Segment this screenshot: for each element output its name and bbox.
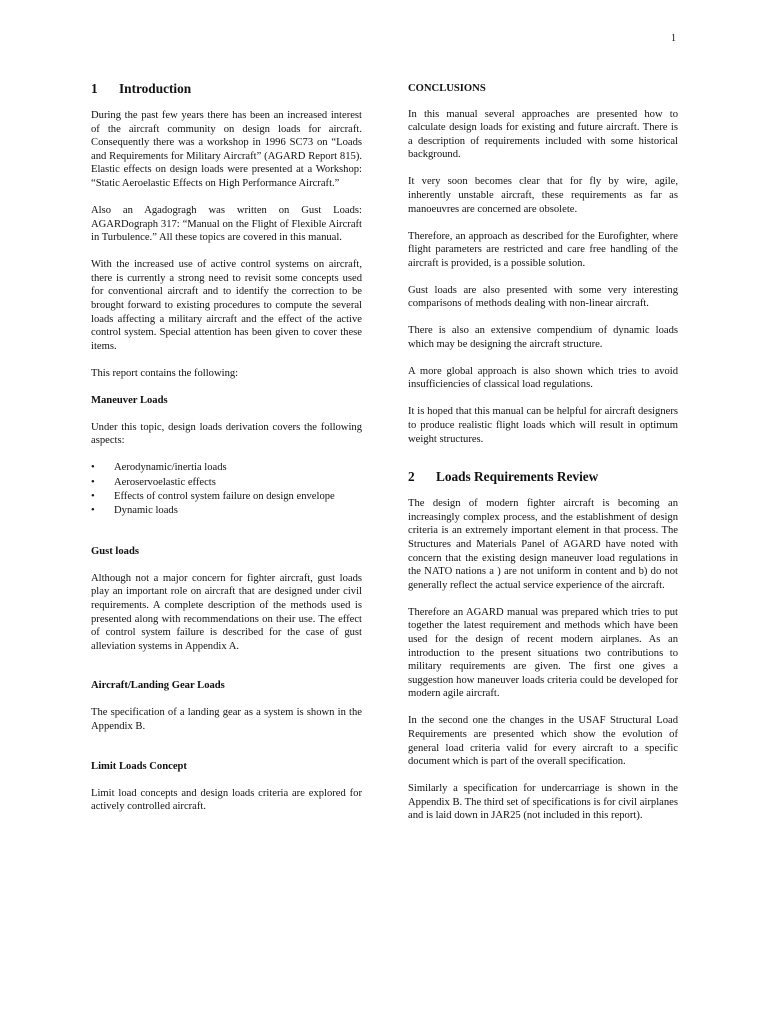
conclusions-paragraph-4: Gust loads are also presented with some very interesting comparisons of methods dealing with non-linear aircraft. [408,284,678,310]
list-item [91,490,362,504]
bullet-icon: • [91,476,95,488]
section-1-heading [91,80,362,97]
gust-loads-heading: Gust loads [91,545,139,557]
gust-loads-paragraph: Although not a major concern for fighter aircraft, gust loads play an important role on aircraft that are designed under civil requirements. A complete description of the methods used is presented along with recommendations on their use. The effect of control system failure is described for the case of gust alleviation systems in Appendix A. [91,572,362,652]
list-item-text: Dynamic loads [114,505,178,517]
bullet-icon: • [91,491,95,503]
section-1-title: Introduction [119,81,192,96]
landing-gear-loads-paragraph: The specification of a landing gear as a system is shown in the Appendix B. [91,707,362,732]
left-column [91,80,362,827]
section-2-paragraph-1: The design of modern fighter aircraft is becoming an increasingly complex process, and the establishment of design criteria is an extremely important element in that process. The Structures and Materials Panel of AGARD have noted with concern that the existing design maneuver load regulations in the NATO nations a ) are not uniform in content and b) do not generally reflect the actual service experience of the aircraft. [408,498,678,591]
maneuver-loads-intro: Under this topic, design loads derivation covers the following aspects: [91,421,362,447]
section-1-number: 1 [91,81,98,96]
intro-paragraph-2: Also an Agadogragh was written on Gust Loads: AGARDograph 317: “Manual on the Flight of Flexible Aircraft in Turbulence.” All these topics are covered in this manual. [91,204,362,244]
intro-paragraph-1: During the past few years there has been an increased interest of the aircraft community on design loads for aircraft. Consequently there was a workshop in 1996 SC73 on “Loads and Requirements for Military Aircraft” (AGARD Report 815). Elastic effects on design loads were presented at a Workshop: “Static Aeroelastic Effects on High Performance Aircraft.” [91,110,362,189]
intro-paragraph-3: With the increased use of active control systems on aircraft, there is currently a strong need to revisit some concepts used for conventional aircraft and to identify the correction to be brought forward to existing procedures to compute the several loads affecting a military aircraft and the effect of the active control system. Special attention has been given to cover these items. [91,259,362,352]
intro-paragraph-4: This report contains the following: [91,367,239,379]
section-2-heading [408,468,678,485]
list-item [91,504,362,518]
conclusions-paragraph-5: There is also an extensive compendium of dynamic loads which may be designing the aircraft structure. [408,325,678,350]
bullet-icon: • [91,505,95,517]
conclusions-paragraph-3: Therefore, an approach as described for the Eurofighter, where flight parameters are restricted and care free handling of the aircraft is provided, is a possible solution. [408,230,678,269]
conclusions-paragraph-6: A more global approach is also shown which tries to avoid insufficiencies of classical load regulations. [408,365,678,391]
section-2-number: 2 [408,469,415,485]
conclusions-paragraph-7: It is hoped that this manual can be helpful for aircraft designers to produce realistic flight loads which will result in optimum weight structures. [408,406,678,445]
list-item-text: Effects of control system failure on design envelope [114,491,335,503]
section-2-paragraph-2: Therefore an AGARD manual was prepared which tries to put together the latest requirement and methods which have been used for the design of recent modern airplanes. As an introduction to the present situations two contributions to military requirements are given. The first one gives a suggestion how maneuver loads criteria could be developed for modern agile aircraft. [408,606,678,700]
maneuver-loads-heading: Maneuver Loads [91,394,168,406]
limit-loads-paragraph: Limit load concepts and design loads criteria are explored for actively controlled aircraft. [91,787,362,813]
section-2-title: Loads Requirements Review [436,469,599,485]
list-item-text: Aeroservoelastic effects [114,476,216,488]
section-2-paragraph-3: In the second one the changes in the USAF Structural Load Requirements are presented which show the evolution of general load criteria valid for every aircraft to a specific document which is part of the overall specification. [408,715,678,768]
limit-loads-heading: Limit Loads Concept [91,760,187,772]
conclusions-heading: CONCLUSIONS [408,83,486,94]
conclusions-paragraph-1: In this manual several approaches are presented how to calculate design loads for existing and future aircraft. There is a description of requirements included with some historical background. [408,108,678,161]
list-item-text: Aerodynamic/inertia loads [114,462,227,474]
section-2-paragraph-4: Similarly a specification for undercarriage is shown in the Appendix B. The third set of specifications is for civil airplanes and is laid down in JAR25 (not included in this report). [408,783,678,822]
bullet-icon: • [91,462,95,474]
landing-gear-loads-heading: Aircraft/Landing Gear Loads [91,680,225,692]
list-item [91,476,362,490]
list-item [91,461,362,475]
right-column [408,80,678,836]
conclusions-paragraph-2: It very soon becomes clear that for fly by wire, agile, inherently unstable aircraft, these requirements as far as manoeuvres are concerned are obsolete. [408,176,678,215]
maneuver-loads-list [91,461,362,519]
page-number: 1 [671,33,676,44]
